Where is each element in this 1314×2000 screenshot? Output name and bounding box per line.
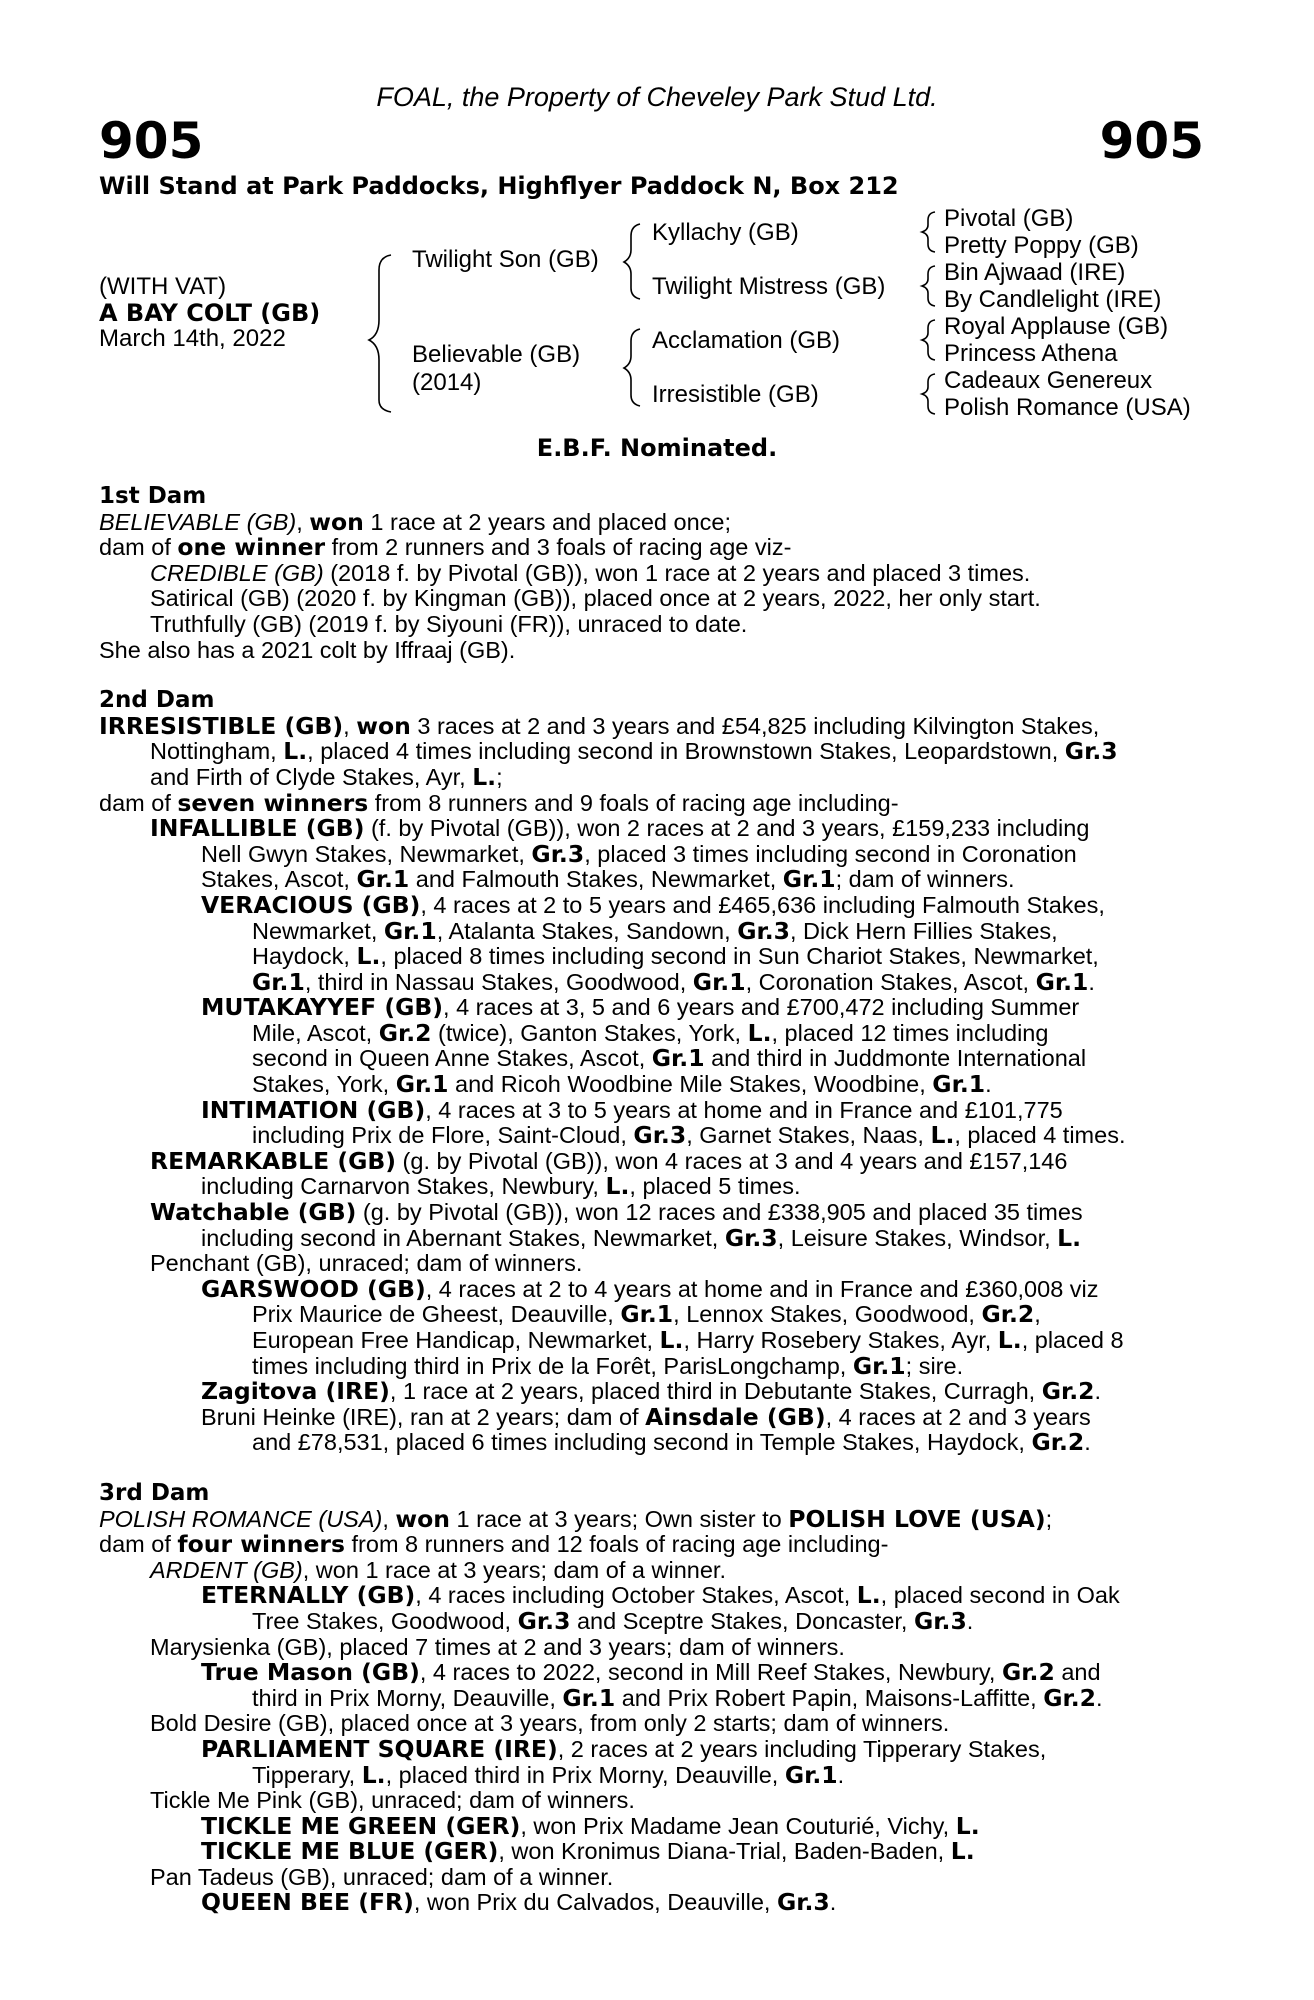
mutakayyef-4: Stakes, York, Gr.1 and Ricoh Woodbine Mile Stakes, Woodbine, Gr.1. <box>252 1070 992 1099</box>
garswood-4: times including third in Prix de la Forêt, ParisLongchamp, Gr.1; sire. <box>252 1351 964 1380</box>
second-dam-produce: dam of seven winners from 8 runners and 9 foals of racing age including- <box>99 788 899 817</box>
ped-sdd: By Candlelight (IRE) <box>944 286 1162 313</box>
first-dam-summary: BELIEVABLE (GB), won 1 race at 2 years and placed once; <box>99 507 731 536</box>
foal-satirical: Satirical (GB) (2020 f. by Kingman (GB)), placed once at 2 years, 2022, her only start. <box>150 585 1041 612</box>
infallible-3: Stakes, Ascot, Gr.1 and Falmouth Stakes, Newmarket, Gr.1; dam of winners. <box>201 865 1015 894</box>
marysienka: Marysienka (GB), placed 7 times at 2 and 3 years; dam of winners. <box>150 1633 845 1660</box>
bold-desire: Bold Desire (GB), placed once at 3 years, from only 2 starts; dam of winners. <box>150 1710 950 1737</box>
mutakayyef-1: MUTAKAYYEF (GB), 4 races at 3, 5 and 6 years and £700,472 including Summer <box>201 993 1080 1022</box>
foal-credible: CREDIBLE (GB) (2018 f. by Pivotal (GB)), won 1 race at 2 years and placed 3 times. <box>150 559 1031 586</box>
ped-sss: Pivotal (GB) <box>944 205 1074 232</box>
third-dam-summary: POLISH ROMANCE (USA), won 1 race at 3 years; Own sister to POLISH LOVE (USA); <box>99 1504 1053 1533</box>
ped-dds: Cadeaux Genereux <box>944 367 1153 394</box>
second-dam-summary-3: and Firth of Clyde Stakes, Ayr, L.; <box>150 762 503 791</box>
lot-number-left: 905 <box>99 112 204 170</box>
dam-name: Believable (GB) <box>412 341 581 368</box>
queen-bee: QUEEN BEE (FR), won Prix du Calvados, Deauville, Gr.3. <box>201 1888 837 1917</box>
garswood-3: European Free Handicap, Newmarket, L., Harry Rosebery Stakes, Ayr, L., placed 8 <box>252 1326 1124 1354</box>
veracious-4: Gr.1, third in Nassau Stakes, Goodwood, Gr.1, Coronation Stakes, Ascot, Gr.1. <box>252 967 1095 996</box>
veracious-1: VERACIOUS (GB), 4 races at 2 to 5 years and £465,636 including Falmouth Stakes, <box>201 890 1105 919</box>
vat-note: (WITH VAT) <box>99 273 227 300</box>
watchable-1: Watchable (GB) (g. by Pivotal (GB)), won 12 races and £338,905 and placed 35 times <box>150 1198 1083 1227</box>
third-dam-heading: 3rd Dam <box>99 1479 210 1506</box>
true-mason-2: third in Prix Morny, Deauville, Gr.1 and Prix Robert Papin, Maisons-Laffitte, Gr.2. <box>252 1683 1103 1712</box>
ped-sds: Bin Ajwaad (IRE) <box>944 259 1126 286</box>
tickle-me-blue: TICKLE ME BLUE (GER), won Kronimus Diana-Trial, Baden-Baden, L. <box>201 1837 975 1866</box>
lot-dob: March 14th, 2022 <box>99 325 286 352</box>
ebf-nomination: E.B.F. Nominated. <box>536 434 778 462</box>
veracious-2: Newmarket, Gr.1, Atalanta Stakes, Sandown, Gr.3, Dick Hern Fillies Stakes, <box>252 916 1058 945</box>
foal-truthfully: Truthfully (GB) (2019 f. by Siyouni (FR)), unraced to date. <box>150 610 748 637</box>
infallible-1: INFALLIBLE (GB) (f. by Pivotal (GB)), won 2 races at 2 and 3 years, £159,233 including <box>150 814 1090 843</box>
dam-year: (2014) <box>412 369 482 396</box>
intimation-2: including Prix de Flore, Saint-Cloud, Gr.3, Garnet Stakes, Naas, L., placed 4 times. <box>252 1121 1126 1150</box>
remarkable-2: including Carnarvon Stakes, Newbury, L., placed 5 times. <box>201 1172 801 1201</box>
mutakayyef-2: Mile, Ascot, Gr.2 (twice), Ganton Stakes, York, L., placed 12 times including <box>252 1018 1049 1047</box>
third-dam-produce: dam of four winners from 8 runners and 12 foals of racing age including- <box>99 1530 889 1559</box>
garswood-1: GARSWOOD (GB), 4 races at 2 to 4 years at home and in France and £360,008 viz <box>201 1274 1099 1303</box>
ped-dsd: Princess Athena <box>944 340 1118 367</box>
eternally-1: ETERNALLY (GB), 4 races including October Stakes, Ascot, L., placed second in Oak <box>201 1581 1120 1610</box>
bruni-heinke-2: and £78,531, placed 6 times including second in Temple Stakes, Haydock, Gr.2. <box>252 1428 1091 1457</box>
pan-tadeus: Pan Tadeus (GB), unraced; dam of a winner. <box>150 1863 614 1890</box>
second-dam-summary-2: Nottingham, L., placed 4 times including second in Brownstown Stakes, Leopardstown, Gr.3 <box>150 737 1118 766</box>
bruni-heinke-1: Bruni Heinke (IRE), ran at 2 years; dam of Ainsdale (GB), 4 races at 2 and 3 years <box>201 1402 1091 1431</box>
eternally-2: Tree Stakes, Goodwood, Gr.3 and Sceptre Stakes, Doncaster, Gr.3. <box>252 1606 974 1635</box>
stand-location: Will Stand at Park Paddocks, Highflyer Paddock N, Box 212 <box>99 172 899 200</box>
mutakayyef-3: second in Queen Anne Stakes, Ascot, Gr.1 and third in Juddmonte International <box>252 1044 1087 1073</box>
lot-name: A BAY COLT (GB) <box>99 299 321 327</box>
first-dam-produce: dam of one winner from 2 runners and 3 foals of racing age viz- <box>99 533 792 562</box>
first-dam-heading: 1st Dam <box>99 483 207 509</box>
sire-name: Twilight Son (GB) <box>412 246 599 273</box>
first-dam-also: She also has a 2021 colt by Iffraaj (GB). <box>99 636 516 663</box>
true-mason-1: True Mason (GB), 4 races to 2022, second in Mill Reef Stakes, Newbury, Gr.2 and <box>201 1658 1101 1687</box>
parliament-square-1: PARLIAMENT SQUARE (IRE), 2 races at 2 years including Tipperary Stakes, <box>201 1734 1047 1763</box>
ped-ssd: Pretty Poppy (GB) <box>944 232 1139 259</box>
ped-dss: Royal Applause (GB) <box>944 313 1169 340</box>
intimation-1: INTIMATION (GB), 4 races at 3 to 5 years at home and in France and £101,775 <box>201 1095 1063 1124</box>
tickle-me-green: TICKLE ME GREEN (GER), won Prix Madame Jean Couturié, Vichy, L. <box>201 1811 980 1840</box>
tickle-me-pink: Tickle Me Pink (GB), unraced; dam of winners. <box>150 1787 635 1814</box>
zagitova: Zagitova (IRE), 1 race at 2 years, placed third in Debutante Stakes, Curragh, Gr.2. <box>201 1377 1102 1406</box>
lot-number-right: 905 <box>1099 112 1204 170</box>
parliament-square-2: Tipperary, L., placed third in Prix Morny, Deauville, Gr.1. <box>252 1760 845 1789</box>
veracious-3: Haydock, L., placed 8 times including second in Sun Chariot Stakes, Newmarket, <box>252 942 1099 971</box>
page-title: FOAL, the Property of Cheveley Park Stud Ltd. <box>376 82 938 112</box>
ardent: ARDENT (GB), won 1 race at 3 years; dam of a winner. <box>150 1556 726 1583</box>
remarkable-1: REMARKABLE (GB) (g. by Pivotal (GB)), won 4 races at 3 and 4 years and £157,146 <box>150 1146 1068 1175</box>
penchant: Penchant (GB), unraced; dam of winners. <box>150 1250 583 1277</box>
garswood-2: Prix Maurice de Gheest, Deauville, Gr.1, Lennox Stakes, Goodwood, Gr.2, <box>252 1300 1041 1329</box>
watchable-2: including second in Abernant Stakes, Newmarket, Gr.3, Leisure Stakes, Windsor, L. <box>201 1223 1082 1252</box>
dam-sire: Acclamation (GB) <box>652 327 841 354</box>
catalogue-body <box>99 484 1204 1916</box>
sire-dam: Twilight Mistress (GB) <box>652 273 886 300</box>
infallible-2: Nell Gwyn Stakes, Newmarket, Gr.3, placed 3 times including second in Coronation <box>201 839 1077 868</box>
second-dam-summary-1: IRRESISTIBLE (GB), won 3 races at 2 and 3 years and £54,825 including Kilvington Stakes, <box>99 711 1100 740</box>
sire-sire: Kyllachy (GB) <box>652 219 799 246</box>
ped-ddd: Polish Romance (USA) <box>944 394 1191 421</box>
dam-dam: Irresistible (GB) <box>652 381 819 408</box>
second-dam-heading: 2nd Dam <box>99 687 215 714</box>
